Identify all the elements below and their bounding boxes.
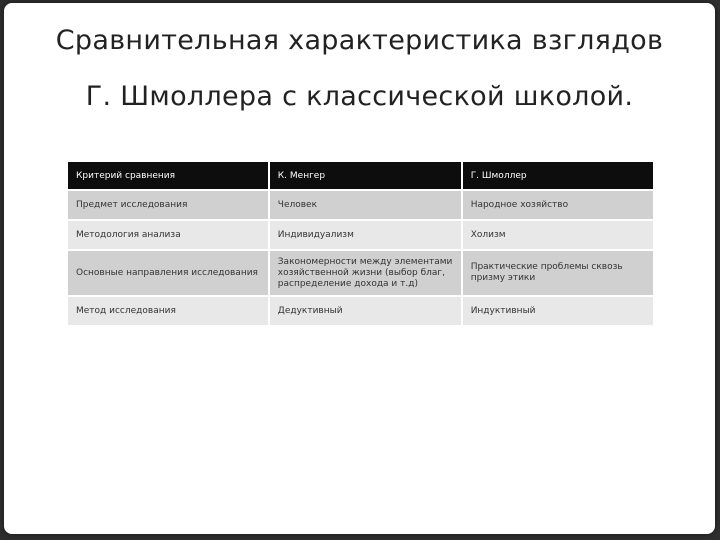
cell-menger: Дедуктивный [270, 297, 461, 325]
header-criterion: Критерий сравнения [68, 162, 268, 189]
cell-criterion: Основные направления исследования [68, 251, 268, 295]
cell-menger: Закономерности между элементами хозяйственной жизни (выбор благ, распределение дохода и т.д) [270, 251, 461, 295]
table-row [68, 297, 653, 325]
title-line-2: Г. Шмоллера с классической школой. [85, 81, 634, 112]
cell-schmoller: Практические проблемы сквозь призму этики [463, 251, 653, 295]
title-line-1: Сравнительная характеристика взглядов [55, 25, 664, 56]
cell-criterion: Предмет исследования [68, 191, 268, 219]
cell-schmoller: Народное хозяйство [463, 191, 653, 219]
table-row [68, 251, 653, 295]
table-row [68, 191, 653, 219]
cell-criterion: Методология анализа [68, 221, 268, 249]
cell-menger: Человек [270, 191, 461, 219]
comparison-table [66, 160, 655, 327]
slide-title [4, 13, 715, 125]
cell-menger: Индивидуализм [270, 221, 461, 249]
cell-schmoller: Индуктивный [463, 297, 653, 325]
slide [4, 3, 715, 534]
header-schmoller: Г. Шмоллер [463, 162, 653, 189]
table-header-row [68, 162, 653, 189]
cell-schmoller: Холизм [463, 221, 653, 249]
header-menger: К. Менгер [270, 162, 461, 189]
table-row [68, 221, 653, 249]
cell-criterion: Метод исследования [68, 297, 268, 325]
